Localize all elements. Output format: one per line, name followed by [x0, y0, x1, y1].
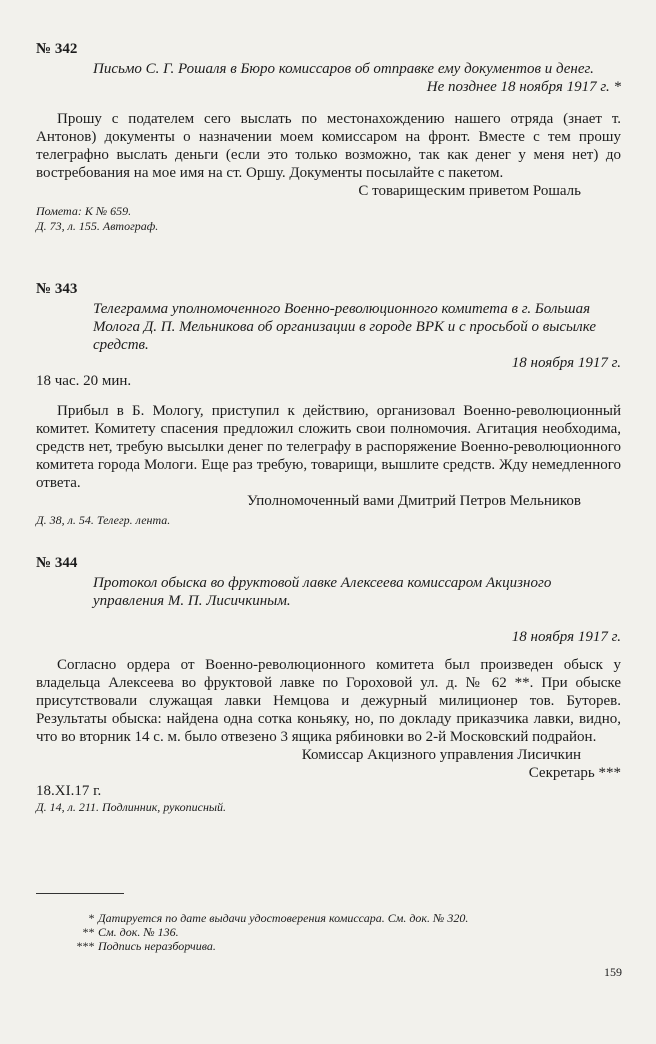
doc-body — [36, 110, 621, 182]
doc-date: 18 ноября 1917 г. — [511, 629, 621, 645]
doc-number: № 342 — [36, 41, 78, 57]
doc-time: 18 час. 20 мин. — [36, 373, 132, 389]
footnote — [36, 939, 596, 954]
doc-source: Д. 73, л. 155. Автограф. — [36, 219, 159, 233]
page-number: 159 — [604, 965, 622, 979]
footnote-mark: *** — [76, 939, 94, 953]
doc-signature: Уполномоченный вами Дмитрий Петров Мельников — [246, 493, 581, 509]
doc-date: Не позднее 18 ноября 1917 г. * — [426, 79, 621, 95]
document-344 — [36, 554, 621, 815]
doc-signature: Комиссар Акцизного управления Лисичкин — [301, 747, 581, 763]
footnote — [36, 925, 596, 940]
doc-body — [36, 402, 621, 492]
footnote-text: Подпись неразборчива. — [98, 939, 216, 953]
doc-number: № 343 — [36, 281, 78, 297]
doc-title: Протокол обыска во фруктовой лавке Алексеева комиссаром Акцизного управления М. П. Лисичкиным. — [93, 575, 552, 609]
footnote-text: См. док. № 136. — [98, 925, 179, 939]
document-343 — [36, 280, 621, 528]
doc-title: Телеграмма уполномоченного Военно-революционного комитета в г. Большая Молога Д. П. Мельникова об организации в городе ВРК и с просьбой о высылке средств. — [93, 301, 597, 353]
footnote-mark: ** — [82, 925, 94, 939]
doc-number: № 344 — [36, 555, 78, 571]
doc-title: Письмо С. Г. Рошаля в Бюро комиссаров об отправке ему документов и денег. — [93, 61, 594, 77]
doc-date-short: 18.XI.17 г. — [36, 783, 102, 799]
doc-paragraph: Прибыл в Б. Мологу, приступил к действию, организовал Военно-революционный комитет. Комитету спасения предложил сложить свои полномочия. Агитация необходима, средств нет, требую высылки денег по телеграфу в распоряжение Военно-революционного комитета города Мологи. Еще раз требую, товарищи, вышлите средств. Жду немедленного ответа. — [36, 403, 621, 491]
doc-secretary: Секретарь *** — [528, 765, 621, 781]
footnote — [36, 911, 596, 926]
doc-signature: С товарищеским приветом Рошаль — [358, 183, 581, 199]
footnote-text: Датируется по дате выдачи удостоверения комиссара. См. док. № 320. — [98, 911, 469, 925]
footnote-divider — [36, 893, 124, 894]
document-342 — [36, 40, 621, 234]
doc-source: Д. 38, л. 54. Телегр. лента. — [36, 513, 171, 527]
doc-date: 18 ноября 1917 г. — [511, 355, 621, 371]
doc-paragraph: Прошу с подателем сего выслать по местонахождению нашего отряда (знает т. Антонов) документы о назначении моем комиссаром на фронт. Вместе с тем прошу телеграфно выслать деньги (если это только возможно, так как денег у меня нет) до востребования на мое имя на ст. Оршу. Документы посылайте с пакетом. — [36, 111, 621, 181]
doc-paragraph: Согласно ордера от Военно-революционного комитета был произведен обыск у владельца Алексеева во фруктовой лавке по Гороховой ул. д. № 62 **. При обыске присутствовали служащая лавки Немцова и дежурный милиционер тов. Буторев. Результаты обыска: найдена одна сотка коньяку, но, по докладу приказчика лавки, видно, что во вторник 14 с. м. было отвезено 3 ящика рябиновки во 2-й Московский подрайон. — [36, 657, 621, 745]
doc-note: Помета: К № 659. — [36, 204, 132, 218]
doc-body — [36, 656, 621, 746]
footnote-mark: * — [88, 911, 94, 925]
doc-source: Д. 14, л. 211. Подлинник, рукописный. — [36, 800, 227, 814]
